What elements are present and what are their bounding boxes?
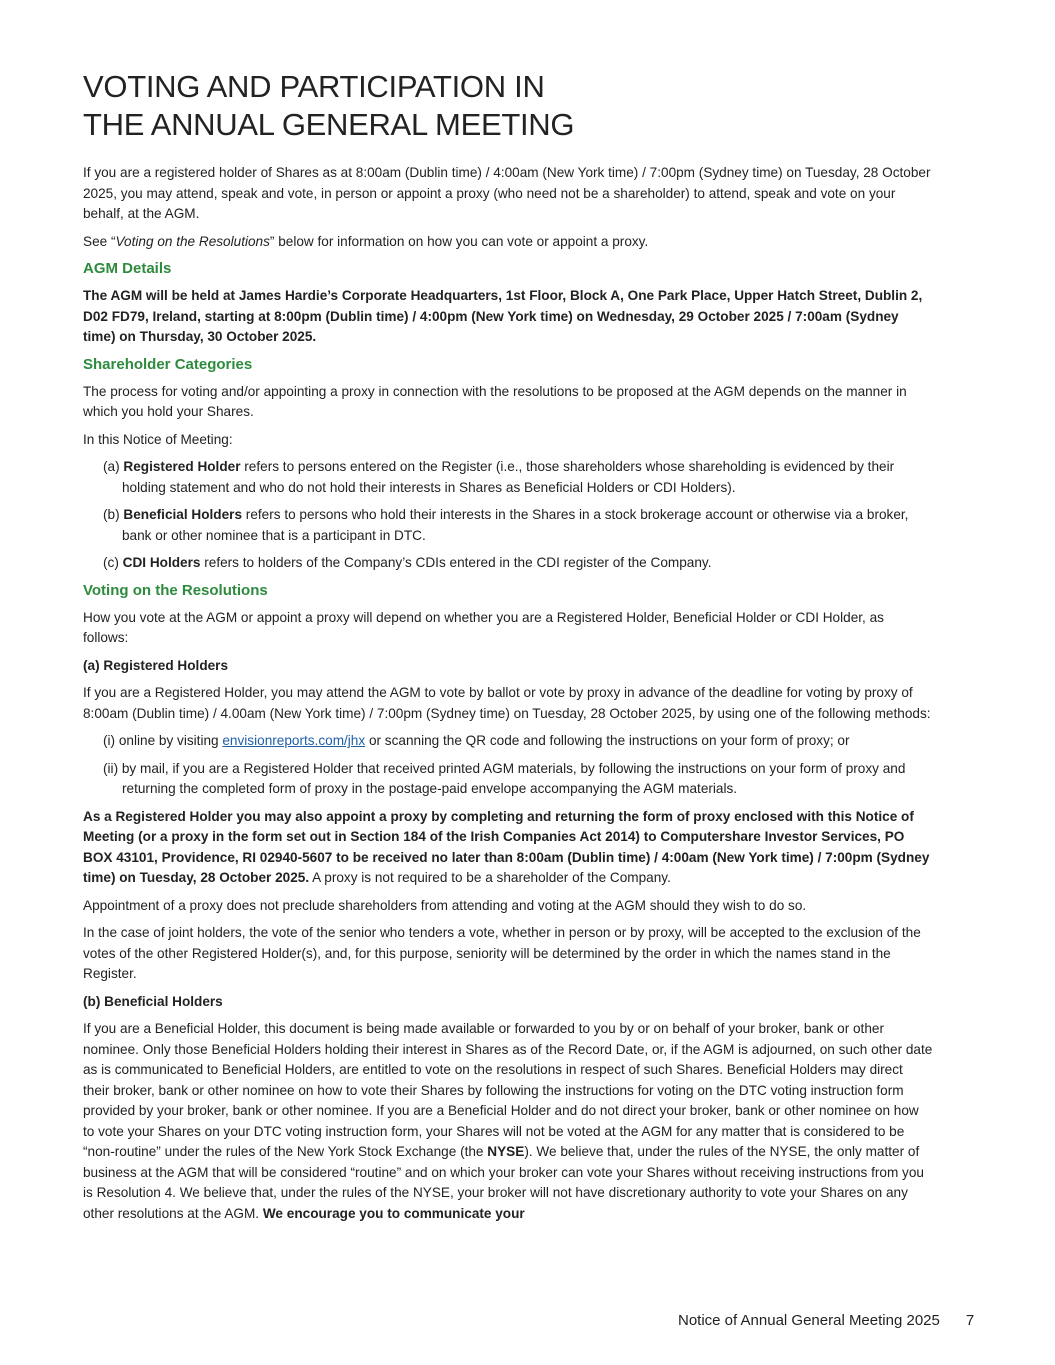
method-mail: (ii) by mail, if you are a Registered Holder that received printed AGM materials, by following the instructions on your form of proxy and returning the completed form of proxy in the postage-paid envelope accompanying the AGM materials. xyxy=(103,760,906,796)
categories-paragraph: The process for voting and/or appointing a proxy in connection with the resolutions to be proposed at the AGM depends on the manner in which you hold your Shares. xyxy=(83,383,907,419)
agm-details-heading: AGM Details xyxy=(83,260,172,277)
page-title-line-2: THE ANNUAL GENERAL MEETING xyxy=(83,107,575,142)
category-item-beneficial: (b) Beneficial Holders refers to persons who hold their interests in the Shares in a stock brokerage account or otherwise via a broker, bank or other nominee that is a participant in DTC. xyxy=(103,507,909,543)
intro-paragraph: If you are a registered holder of Shares as at 8:00am (Dublin time) / 4:00am (New York time) / 7:00pm (Sydney time) on Tuesday, 28 October 2025, you may attend, speak and vote, in person or appoint a proxy (who need not be a shareholder) to attend, speak and vote on your behalf, at the AGM. xyxy=(83,165,931,221)
voting-intro: How you vote at the AGM or appoint a proxy will depend on whether you are a Registered Holder, Beneficial Holder or CDI Holder, as follows: xyxy=(83,609,884,645)
method-online: (i) online by visiting envisionreports.com/jhx or scanning the QR code and following the instructions on your form of proxy; or xyxy=(103,733,850,748)
footer-title: Notice of Annual General Meeting 2025 xyxy=(678,1312,940,1329)
registered-holders-paragraph: If you are a Registered Holder, you may attend the AGM to vote by ballot or vote by proxy in advance of the deadline for voting by proxy of 8:00am (Dublin time) / 4.00am (New York time) / 7:00pm (Sydney time) on Tuesday, 28 October 2025, by using one of the following methods: xyxy=(83,685,931,721)
joint-holders-paragraph: In the case of joint holders, the vote of the senior who tenders a vote, whether in person or by proxy, will be accepted to the exclusion of the votes of the other Registered Holder(s), and, for this purpose, seniority will be determined by the order in which the names stand in the Register. xyxy=(83,925,921,981)
voting-heading: Voting on the Resolutions xyxy=(83,581,268,599)
envision-link[interactable]: envisionreports.com/jhx xyxy=(222,733,366,748)
see-paragraph: See “Voting on the Resolutions” below for information on how you can vote or appoint a proxy. xyxy=(83,233,649,249)
registered-holders-heading: (a) Registered Holders xyxy=(83,657,229,673)
category-item-cdi: (c) CDI Holders refers to holders of the Company’s CDIs entered in the CDI register of the Company. xyxy=(103,555,712,570)
shareholder-categories-heading: Shareholder Categories xyxy=(83,355,253,373)
beneficial-holders-heading: (b) Beneficial Holders xyxy=(83,993,223,1009)
page-title xyxy=(83,68,933,144)
beneficial-holders-paragraph: If you are a Beneficial Holder, this document is being made available or forwarded to you by or on behalf of your broker, bank or other nominee. Only those Beneficial Holders holding their interest in Shares as of the Record Date, or, if the AGM is adjourned, on such other date as is communicated to Beneficial Holders, are entitled to vote on the resolutions in respect of such Shares. Beneficial Holders may direct their broker, bank or other nominee on how to vote their Shares by following the instructions for voting on the DTC voting instruction form provided by your broker, bank or other nominee. If you are a Beneficial Holder and do not direct your broker, bank or other nominee on how to vote your Shares on your DTC voting instruction form, your Shares will not be voted at the AGM for any matter that is considered to be “non-routine” under the rules of the New York Stock Exchange (the NYSE). We believe that, under the rules of the NYSE, the only matter of business at the AGM that will be considered “routine” and on which your broker can vote your Shares without receiving instructions from you is Resolution 4. We believe that, under the rules of the NYSE, your broker will not have discretionary authority to vote your Shares on any other resolutions at the AGM. We encourage you to communicate your xyxy=(83,1021,933,1221)
page-number: 7 xyxy=(965,1312,975,1329)
page-footer xyxy=(678,1312,974,1329)
category-item-registered: (a) Registered Holder refers to persons entered on the Register (i.e., those shareholders whose shareholding is evidenced by their holding statement and who do not hold their interests in Shares as Beneficial Holders or CDI Holders). xyxy=(103,459,895,495)
proxy-preclude-paragraph: Appointment of a proxy does not preclude shareholders from attending and voting at the AGM should they wish to do so. xyxy=(83,897,807,913)
proxy-paragraph: As a Registered Holder you may also appoint a proxy by completing and returning the form of proxy enclosed with this Notice of Meeting (or a proxy in the form set out in Section 184 of the Irish Companies Act 2014) to Computershare Investor Services, PO BOX 43101, Providence, RI 02940-5607 to be received no later than 8:00am (Dublin time) / 4:00am (New York time) / 7:00pm (Sydney time) on Tuesday, 28 October 2025. A proxy is not required to be a shareholder of the Company. xyxy=(83,808,930,885)
page-title-line-1: VOTING AND PARTICIPATION IN xyxy=(83,69,545,104)
agm-details-text: The AGM will be held at James Hardie’s Corporate Headquarters, 1st Floor, Block A, One Park Place, Upper Hatch Street, Dublin 2, D02 FD79, Ireland, starting at 8:00pm (Dublin time) / 4:00pm (New York time) on Wednesday, 29 October 2025 / 7:00am (Sydney time) on Thursday, 30 October 2025. xyxy=(83,288,923,344)
notice-intro: In this Notice of Meeting: xyxy=(83,431,233,447)
document-page xyxy=(83,68,933,1231)
